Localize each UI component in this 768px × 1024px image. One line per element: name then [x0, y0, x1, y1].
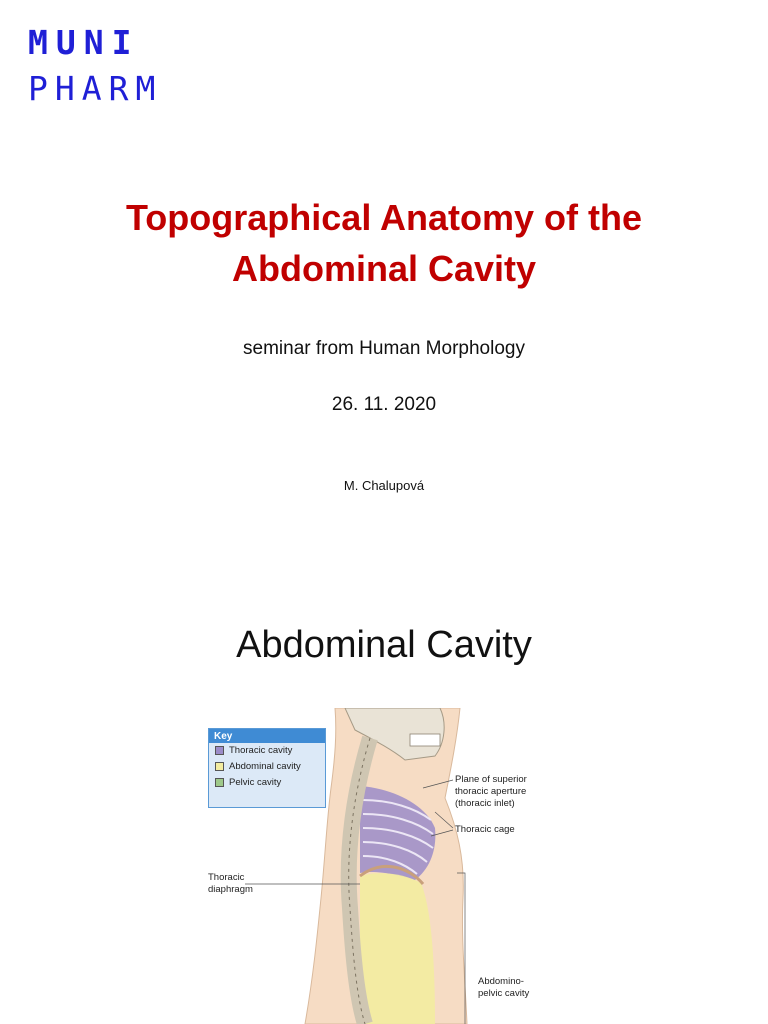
second-slide-title: Abdominal Cavity — [236, 624, 532, 666]
swatch-thoracic-icon — [215, 746, 224, 755]
key-item-label: Thoracic cavity — [229, 745, 293, 756]
label-thoracic-cage: Thoracic cage — [455, 824, 515, 835]
slide-author: M. Chalupová — [343, 478, 425, 493]
figure-key — [208, 728, 326, 808]
abdominal-cavity-region — [360, 873, 435, 1024]
slide-title-line1: Topographical Anatomy of the — [125, 197, 642, 238]
logo-line-muni: MUNI — [28, 23, 140, 62]
swatch-pelvic-icon — [215, 778, 224, 787]
slide-title-line2: Abdominal Cavity — [231, 248, 537, 289]
label-abdominopelvic-cavity: Abdomino- pelvic cavity — [478, 976, 530, 999]
slide-title — [0, 192, 768, 294]
figure-key-heading: Key — [209, 729, 325, 743]
label-thoracic-aperture: Plane of superior thoracic aperture (thoracic inlet) — [455, 774, 527, 809]
slide-date: 26. 11. 2020 — [331, 394, 437, 415]
key-item-abdominal — [209, 759, 325, 775]
key-item-label: Pelvic cavity — [229, 777, 282, 788]
swatch-abdominal-icon — [215, 762, 224, 771]
label-thoracic-diaphragm: Thoracic diaphragm — [208, 872, 253, 895]
muni-pharm-logo — [28, 23, 163, 108]
logo-line-pharm: PHARM — [28, 69, 163, 108]
key-item-label: Abdominal cavity — [229, 761, 301, 772]
key-item-thoracic — [209, 743, 325, 759]
jaw-teeth — [410, 734, 440, 746]
key-item-pelvic — [209, 775, 325, 791]
slide-subtitle: seminar from Human Morphology — [243, 338, 525, 359]
